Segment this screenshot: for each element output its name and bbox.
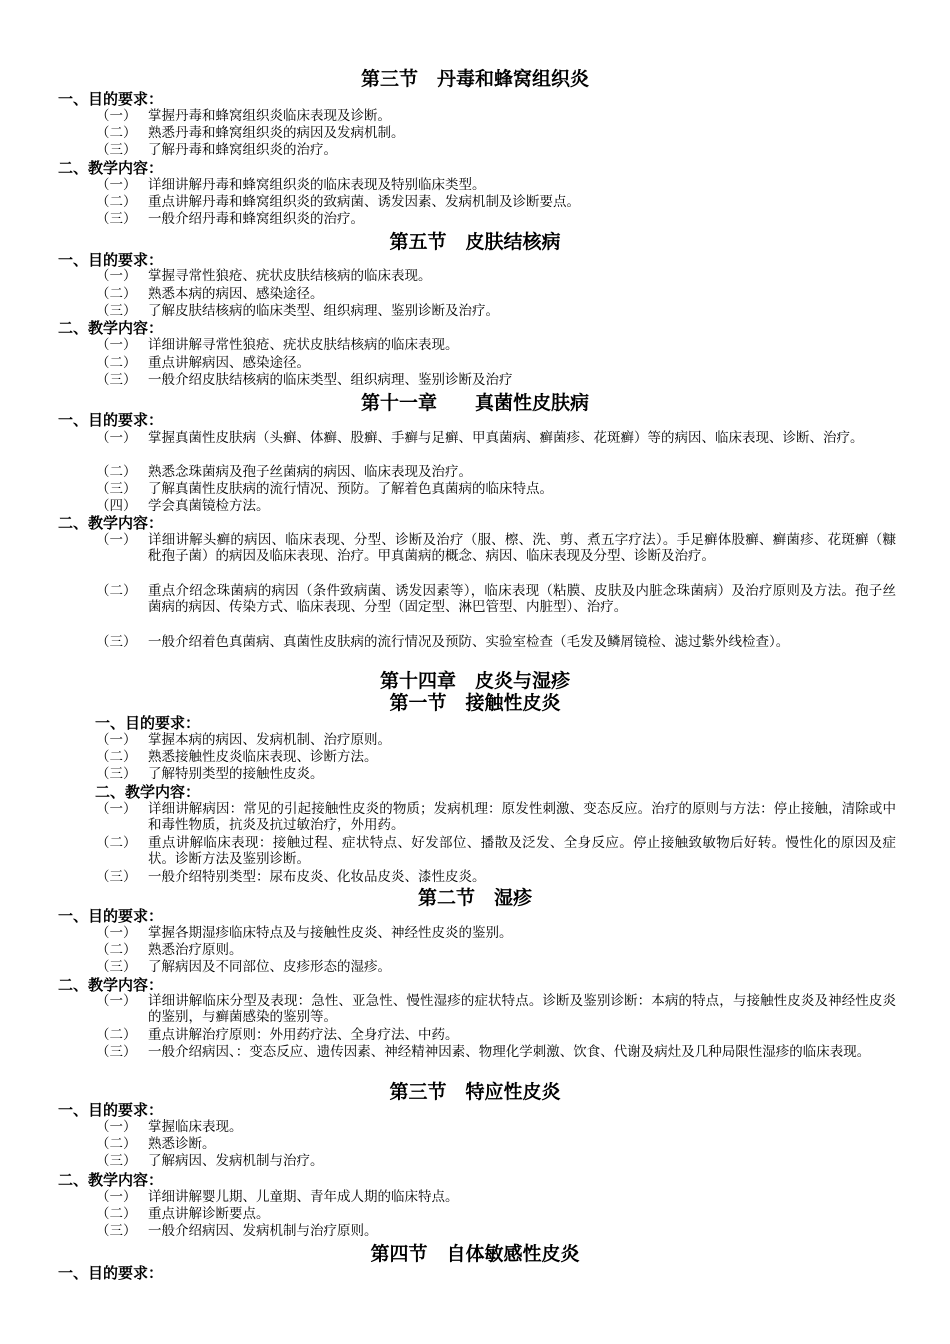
list-item (96, 142, 896, 158)
subsection-label: 一、目的要求： (58, 411, 164, 429)
item-text: 熟悉丹毒和蜂窝组织炎的病因及发病机制。 (148, 125, 405, 141)
list-item (96, 211, 896, 227)
item-number: （二） (96, 942, 137, 958)
item-number: （二） (96, 1136, 137, 1152)
item-text: 熟悉接触性皮炎临床表现、诊断方法。 (148, 749, 378, 765)
subsection-label: 一、目的要求： (95, 714, 201, 732)
item-number: （三） (96, 481, 137, 497)
item-text: 一般介绍病因、发病机制与治疗原则。 (148, 1223, 378, 1239)
item-number: （三） (96, 211, 137, 227)
list-item (96, 108, 896, 124)
section-heading: 第三节 丹毒和蜂窝组织炎 (360, 68, 589, 90)
item-text: 了解特别类型的接触性皮炎。 (148, 766, 324, 782)
list-item (96, 177, 896, 193)
item-number: （三） (96, 142, 137, 158)
item-number: （一） (96, 993, 137, 1009)
item-text: 详细讲解头癣的病因、临床表现、分型、诊断及治疗（服、檫、洗、剪、煮五字疗法）。手足癣体股癣、癣菌疹、花斑癣（糠秕孢子菌）的病因及临床表现、治疗。甲真菌病的概念、病因、临床表现及分型、诊断及治疗。 (148, 532, 896, 565)
list-item (96, 869, 896, 885)
item-number: （一） (96, 732, 137, 748)
item-number: （一） (96, 430, 137, 446)
item-text: 详细讲解病因：常见的引起接触性皮炎的物质；发病机理：原发性刺激、变态反应。治疗的原则与方法：停止接触，清除或中和毒性物质，抗炎及抗过敏治疗，外用药。 (148, 801, 896, 834)
list-item (96, 583, 896, 616)
list-item (96, 835, 896, 868)
list-item (96, 993, 896, 1026)
item-text: 掌握本病的病因、发病机制、治疗原则。 (148, 732, 391, 748)
item-text: 一般介绍病因、：变态反应、遗传因素、神经精神因素、物理化学刺激、饮食、代谢及病灶及几种局限性湿疹的临床表现。 (148, 1044, 871, 1060)
item-text: 了解病因及不同部位、皮疹形态的湿疹。 (148, 959, 391, 975)
list-item (96, 268, 896, 284)
list-item (96, 1027, 896, 1043)
list-item (96, 481, 896, 497)
list-item (96, 942, 896, 958)
list-item (96, 286, 896, 302)
list-item (96, 430, 896, 446)
list-item (96, 1136, 896, 1152)
item-number: （一） (96, 925, 137, 941)
item-text: 了解病因、发病机制与治疗。 (148, 1153, 324, 1169)
item-number: （二） (96, 464, 137, 480)
item-text: 了解真菌性皮肤病的流行情况、预防。了解着色真菌病的临床特点。 (148, 481, 553, 497)
item-number: （一） (96, 801, 137, 817)
list-item (96, 125, 896, 141)
item-text: 详细讲解寻常性狼疮、疣状皮肤结核病的临床表现。 (148, 337, 459, 353)
item-text: 重点讲解诊断要点。 (148, 1206, 270, 1222)
item-number: （三） (96, 634, 137, 650)
item-number: （三） (96, 1153, 137, 1169)
item-text: 一般介绍特别类型：尿布皮炎、化妆品皮炎、漆性皮炎。 (148, 869, 486, 885)
item-text: 一般介绍丹毒和蜂窝组织炎的治疗。 (148, 211, 364, 227)
subsection-label: 二、教学内容： (58, 976, 164, 994)
item-text: 了解丹毒和蜂窝组织炎的治疗。 (148, 142, 337, 158)
item-text: 重点讲解病因、感染途径。 (148, 355, 310, 371)
item-number: （二） (96, 194, 137, 210)
item-text: 掌握各期湿疹临床特点及与接触性皮炎、神经性皮炎的鉴别。 (148, 925, 513, 941)
item-number: （三） (96, 766, 137, 782)
list-item (96, 532, 896, 565)
item-number: （四） (96, 498, 137, 514)
item-text: 详细讲解婴儿期、儿童期、青年成人期的临床特点。 (148, 1189, 459, 1205)
list-item (96, 766, 896, 782)
item-text: 重点讲解治疗原则：外用药疗法、全身疗法、中药。 (148, 1027, 459, 1043)
item-text: 重点讲解丹毒和蜂窝组织炎的致病菌、诱发因素、发病机制及诊断要点。 (148, 194, 580, 210)
list-item (96, 464, 896, 480)
list-item (96, 1044, 896, 1060)
subsection-label: 二、教学内容： (58, 319, 164, 337)
item-number: （一） (96, 1119, 137, 1135)
list-item (96, 1223, 896, 1239)
item-text: 学会真菌镜检方法。 (148, 498, 270, 514)
list-item (96, 355, 896, 371)
item-number: （三） (96, 1223, 137, 1239)
section-heading: 第四节 自体敏感性皮炎 (370, 1243, 580, 1265)
item-number: （三） (96, 303, 137, 319)
item-number: （二） (96, 583, 137, 599)
list-item (96, 801, 896, 834)
item-number: （一） (96, 177, 137, 193)
section-heading: 第二节 湿疹 (417, 887, 532, 909)
subsection-label: 一、目的要求： (58, 907, 164, 925)
list-item (96, 925, 896, 941)
list-item (96, 498, 896, 514)
list-item (96, 1119, 896, 1135)
item-number: （二） (96, 1027, 137, 1043)
item-text: 一般介绍着色真菌病、真菌性皮肤病的流行情况及预防、实验室检查（毛发及鳞屑镜检、滤过紫外线检查）。 (148, 634, 790, 650)
item-text: 了解皮肤结核病的临床类型、组织病理、鉴别诊断及治疗。 (148, 303, 499, 319)
list-item (96, 303, 896, 319)
subsection-label: 一、目的要求： (58, 1101, 164, 1119)
item-text: 掌握真菌性皮肤病（头癣、体癣、股癣、手癣与足癣、甲真菌病、癣菌疹、花斑癣）等的病因、临床表现、诊断、治疗。 (148, 430, 864, 446)
list-item (96, 194, 896, 210)
list-item (96, 337, 896, 353)
subsection-label: 一、目的要求： (58, 90, 164, 108)
subsection-label: 二、教学内容： (95, 783, 201, 801)
list-item (96, 732, 896, 748)
item-text: 熟悉念珠菌病及孢子丝菌病的病因、临床表现及治疗。 (148, 464, 472, 480)
item-text: 重点讲解临床表现：接触过程、症状特点、好发部位、播散及泛发、全身反应。停止接触致敏物后好转。慢性化的原因及症状。诊断方法及鉴别诊断。 (148, 835, 896, 868)
item-text: 详细讲解临床分型及表现：急性、亚急性、慢性湿疹的症状特点。诊断及鉴别诊断：本病的特点，与接触性皮炎及神经性皮炎的鉴别，与癣菌感染的鉴别等。 (148, 993, 896, 1026)
item-number: （一） (96, 1189, 137, 1205)
list-item (96, 1189, 896, 1205)
item-number: （三） (96, 372, 137, 388)
item-number: （三） (96, 959, 137, 975)
subsection-label: 一、目的要求： (58, 251, 164, 269)
item-text: 掌握丹毒和蜂窝组织炎临床表现及诊断。 (148, 108, 391, 124)
item-text: 熟悉本病的病因、感染途径。 (148, 286, 324, 302)
item-number: （一） (96, 108, 137, 124)
section-heading: 第五节 皮肤结核病 (389, 231, 561, 253)
item-number: （一） (96, 532, 137, 548)
subsection-label: 二、教学内容： (58, 1171, 164, 1189)
section-heading: 第十四章 皮炎与湿疹 (379, 670, 570, 692)
item-number: （一） (96, 337, 137, 353)
item-number: （二） (96, 355, 137, 371)
list-item (96, 1206, 896, 1222)
section-heading: 第三节 特应性皮炎 (389, 1081, 561, 1103)
list-item (96, 1153, 896, 1169)
item-number: （二） (96, 749, 137, 765)
item-number: （一） (96, 268, 137, 284)
item-number: （二） (96, 835, 137, 851)
section-heading: 第十一章 真菌性皮肤病 (360, 392, 589, 414)
item-text: 掌握临床表现。 (148, 1119, 243, 1135)
item-text: 熟悉治疗原则。 (148, 942, 243, 958)
item-text: 一般介绍皮肤结核病的临床类型、组织病理、鉴别诊断及治疗 (148, 372, 513, 388)
item-number: （二） (96, 286, 137, 302)
item-text: 详细讲解丹毒和蜂窝组织炎的临床表现及特别临床类型。 (148, 177, 486, 193)
list-item (96, 634, 896, 650)
list-item (96, 749, 896, 765)
subsection-label: 二、教学内容： (58, 514, 164, 532)
list-item (96, 372, 896, 388)
item-number: （二） (96, 1206, 137, 1222)
item-text: 掌握寻常性狼疮、疣状皮肤结核病的临床表现。 (148, 268, 432, 284)
item-text: 重点介绍念珠菌病的病因（条件致病菌、诱发因素等），临床表现（粘膜、皮肤及内脏念珠菌病）及治疗原则及方法。孢子丝菌病的病因、传染方式、临床表现、分型（固定型、淋巴管型、内脏型）、治疗。 (148, 583, 896, 616)
item-text: 熟悉诊断。 (148, 1136, 216, 1152)
item-number: （二） (96, 125, 137, 141)
section-heading: 第一节 接触性皮炎 (389, 692, 561, 714)
list-item (96, 959, 896, 975)
item-number: （三） (96, 869, 137, 885)
subsection-label: 二、教学内容： (58, 159, 164, 177)
item-number: （三） (96, 1044, 137, 1060)
subsection-label: 一、目的要求： (58, 1264, 164, 1282)
